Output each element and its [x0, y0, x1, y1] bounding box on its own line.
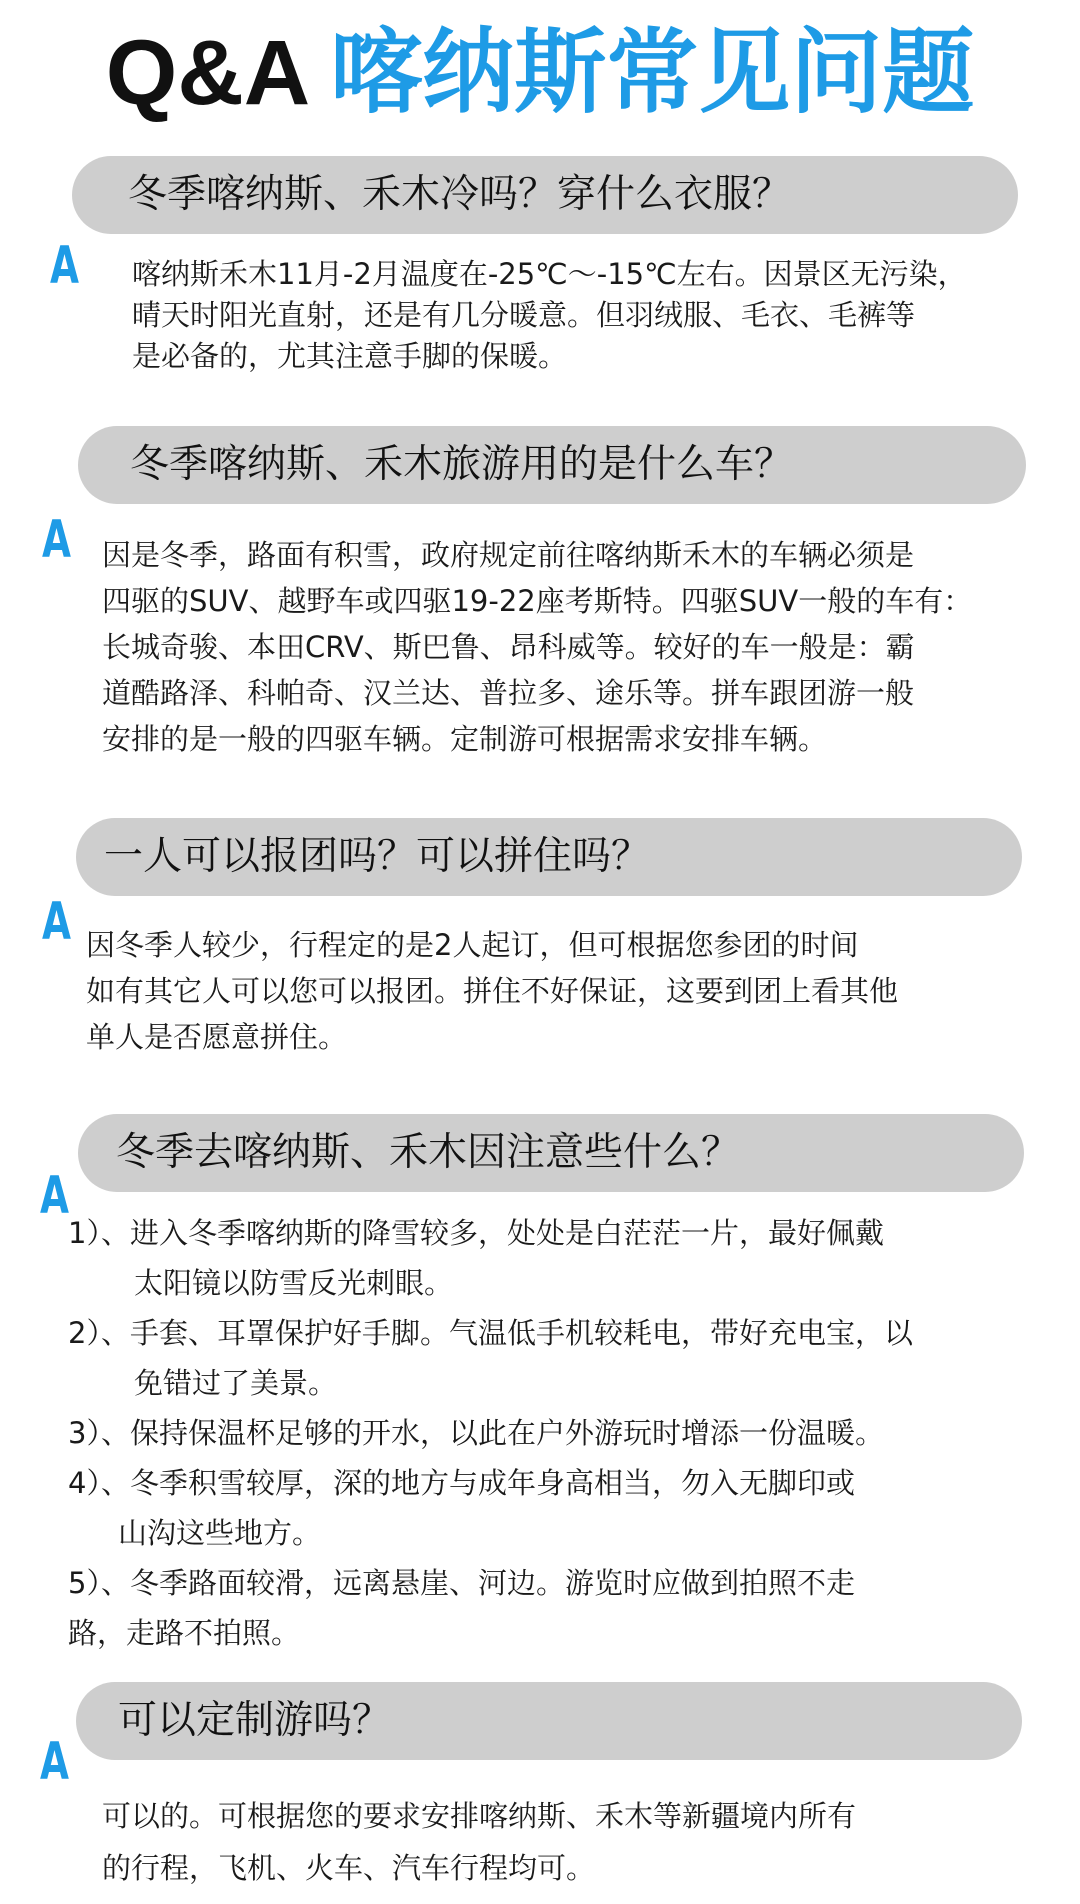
answer-5-line: 的行程，飞机、火车、汽车行程均可。	[102, 1851, 596, 1885]
page-title	[0, 18, 1080, 128]
answer-2	[102, 532, 972, 762]
answer-3-line: 单人是否愿意拼住。	[86, 1020, 348, 1054]
answer-1-line: 晴天时阳光直射，还是有几分暖意。但羽绒服、毛衣、毛裤等	[132, 298, 916, 332]
answer-2-line: 道酷路泽、科帕奇、汉兰达、普拉多、途乐等。拼车跟团游一般	[102, 676, 915, 710]
question-2-text: 冬季喀纳斯、禾木旅游用的是什么车？	[130, 442, 794, 487]
answer-1-mark: A	[50, 236, 79, 296]
answer-3	[86, 922, 898, 1060]
answer-3-line: 如有其它人可以您可以报团。拼住不好保证，这要到团上看其他	[86, 974, 899, 1008]
answer-2-line: 长城奇骏、本田CRV、斯巴鲁、昂科威等。较好的车一般是：霸	[102, 630, 915, 664]
question-5-text: 可以定制游吗？	[118, 1698, 392, 1743]
list-item	[68, 1458, 913, 1558]
question-3	[76, 818, 1022, 896]
answer-3-line: 因冬季人较少，行程定的是2人起订，但可根据您参团的时间	[86, 928, 859, 962]
list-item-continuation: 山沟这些地方。	[118, 1516, 322, 1550]
list-item-continuation: 路，走路不拍照。	[68, 1616, 301, 1650]
question-3-text: 一人可以报团吗？可以拼住吗？	[104, 834, 651, 879]
question-5	[76, 1682, 1022, 1760]
answer-2-line: 安排的是一般的四驱车辆。定制游可根据需求安排车辆。	[102, 722, 828, 756]
answer-4-list	[68, 1208, 913, 1658]
answer-2-mark: A	[42, 510, 71, 570]
question-1-text: 冬季喀纳斯、禾木冷吗？穿什么衣服？	[128, 172, 792, 217]
question-4-text: 冬季去喀纳斯、禾木因注意些什么？	[116, 1130, 741, 1175]
list-item	[68, 1558, 913, 1658]
answer-1-line: 喀纳斯禾木11月-2月温度在-25℃～-15℃左右。因景区无污染，	[132, 257, 967, 291]
list-item	[68, 1208, 913, 1308]
list-item-text: 2）、手套、耳罩保护好手脚。气温低手机较耗电，带好充电宝，以	[68, 1316, 913, 1350]
answer-5-mark: A	[40, 1732, 69, 1792]
answer-2-line: 四驱的SUV、越野车或四驱19-22座考斯特。四驱SUV一般的车有：	[102, 584, 973, 618]
list-item	[68, 1408, 913, 1458]
question-1	[72, 156, 1018, 234]
question-4	[78, 1114, 1024, 1192]
answer-4-mark: A	[40, 1166, 69, 1226]
answer-5-line: 可以的。可根据您的要求安排喀纳斯、禾木等新疆境内所有	[102, 1799, 857, 1833]
list-item-text: 1）、进入冬季喀纳斯的降雪较多，处处是白茫茫一片，最好佩戴	[68, 1216, 884, 1250]
qa-label: Q&A	[105, 22, 311, 124]
list-item-text: 4）、冬季积雪较厚，深的地方与成年身高相当，勿入无脚印或	[68, 1466, 855, 1500]
list-item-text: 3）、保持保温杯足够的开水，以此在户外游玩时增添一份温暖。	[68, 1416, 884, 1450]
list-item-continuation: 太阳镜以防雪反光刺眼。	[134, 1266, 454, 1300]
list-item-text: 5）、冬季路面较滑，远离悬崖、河边。游览时应做到拍照不走	[68, 1566, 855, 1600]
question-2	[78, 426, 1026, 504]
answer-1-line: 是必备的，尤其注意手脚的保暖。	[132, 339, 568, 373]
list-item	[68, 1308, 913, 1408]
title-text: 喀纳斯常见问题	[330, 19, 975, 126]
answer-1	[132, 254, 967, 377]
list-item-continuation: 免错过了美景。	[134, 1366, 338, 1400]
answer-3-mark: A	[42, 892, 71, 952]
answer-5	[102, 1790, 856, 1894]
answer-2-line: 因是冬季，路面有积雪，政府规定前往喀纳斯禾木的车辆必须是	[102, 538, 915, 572]
